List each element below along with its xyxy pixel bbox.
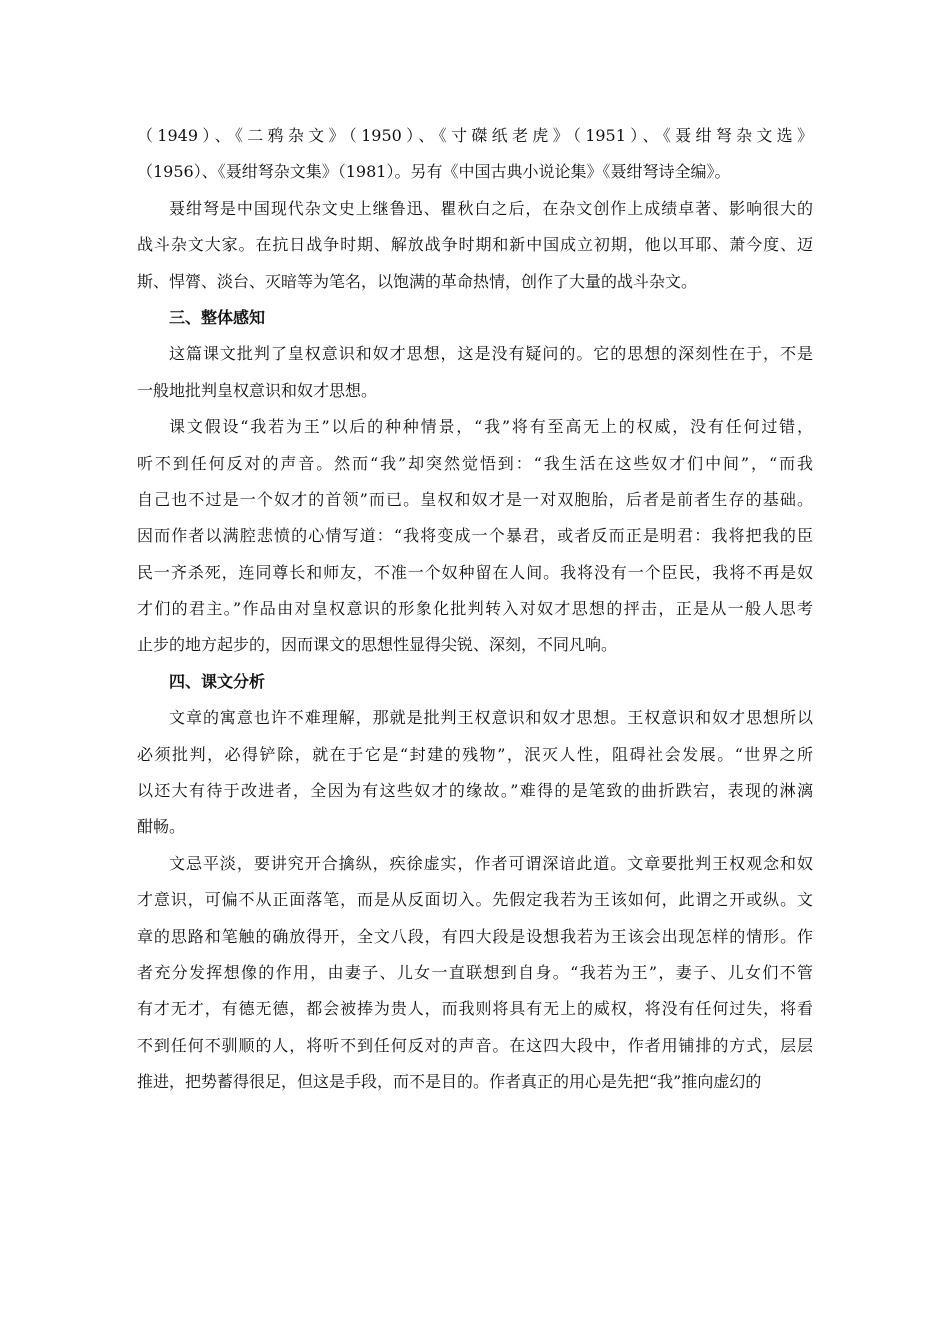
paragraph: [137, 191, 813, 300]
text-line: 章的思路和笔触的确放得开，全文八段，有四大段是设想我若为王该会出现怎样的情形。作: [137, 926, 813, 946]
text-line: 文章的寓意也许不难理解，那就是批判王权意识和奴才思想。王权意识和奴才思想所以: [169, 708, 813, 728]
paragraph: [137, 409, 813, 664]
text-line: 这篇课文批判了皇权意识和奴才思想，这是没有疑问的。它的思想的深刻性在于，不是: [169, 344, 813, 364]
text-line: 战斗杂文大家。在抗日战争时期、解放战争时期和新中国成立初期，他以耳耶、萧今度、迈: [137, 235, 813, 255]
paragraph: [137, 846, 813, 1101]
text-line: 民一齐杀死，连同尊长和师友，不准一个奴种留在人间。我将没有一个臣民，我将不再是奴: [137, 562, 813, 582]
text-line: 聂绀弩是中国现代杂文史上继鲁迅、瞿秋白之后，在杂文创作上成绩卓著、影响很大的: [169, 198, 813, 218]
text-line: （1949）、《二鸦杂文》（1950）、《寸磔纸老虎》（1951）、《聂绀弩杂文选》: [137, 126, 813, 145]
text-line: 课文假设“我若为王”以后的种种情景，“我”将有至高无上的权威，没有任何过错，: [169, 417, 813, 437]
text-line: 文忌平淡，要讲究开合擒纵，疾徐虚实，作者可谓深谙此道。文章要批判王权观念和奴: [169, 853, 813, 873]
document-page: [137, 118, 813, 1101]
text-line: 一般地批判皇权意识和奴才思想。: [137, 380, 378, 400]
text-line: 止步的地方起步的，因而课文的思想性显得尖锐、深刻，不同凡响。: [137, 635, 618, 655]
text-line: 不到任何不驯顺的人，将听不到任何反对的声音。在这四大段中，作者用铺排的方式，层层: [137, 1035, 813, 1055]
section-heading: 三、整体感知: [169, 307, 266, 327]
text-line: 者充分发挥想像的作用，由妻子、儿女一直联想到自身。“我若为王”，妻子、儿女们不管: [137, 962, 813, 982]
section-heading: 四、课文分析: [169, 671, 266, 691]
text-line: 必须批判，必得铲除，就在于它是“封建的残物”，泯灭人性，阻碍社会发展。“世界之所: [137, 744, 813, 764]
text-line: 因而作者以满腔悲愤的心情写道：“我将变成一个暴君，或者反而正是明君：我将把我的臣: [137, 526, 813, 546]
text-line: 酣畅。: [137, 817, 186, 837]
text-line: 有才无才，有德无德，都会被捧为贵人，而我则将具有无上的威权，将没有任何过失，将看: [137, 999, 813, 1019]
text-line: 推进，把势蓄得很足，但这是手段，而不是目的。作者真正的用心是先把“我”推向虚幻的: [137, 1072, 762, 1092]
text-line: 才意识，可偏不从正面落笔，而是从反面切入。先假定我若为王该如何，此谓之开或纵。文: [137, 890, 813, 910]
paragraph: [137, 118, 813, 191]
paragraph: [137, 700, 813, 846]
text-line: 斯、悍膂、淡台、灭暗等为笔名，以饱满的革命热情，创作了大量的战斗杂文。: [137, 271, 698, 291]
text-line: 听不到任何反对的声音。然而“我”却突然觉悟到：“我生活在这些奴才们中间”，“而我: [137, 453, 813, 473]
text-line: 自己也不过是一个奴才的首领”而已。皇权和奴才是一对双胞胎，后者是前者生存的基础。: [137, 489, 813, 509]
text-line: 才们的君主。”作品由对皇权意识的形象化批判转入对奴才思想的抨击，正是从一般人思考: [137, 599, 813, 619]
text-line: （1956）、《聂绀弩杂文集》（1981）。另有《中国古典小说论集》《聂绀弩诗全编》。: [137, 162, 731, 182]
paragraph: [137, 336, 813, 409]
text-line: 以还大有待于改进者，全因为有这些奴才的缘故。”难得的是笔致的曲折跌宕，表现的淋漓: [137, 781, 813, 801]
